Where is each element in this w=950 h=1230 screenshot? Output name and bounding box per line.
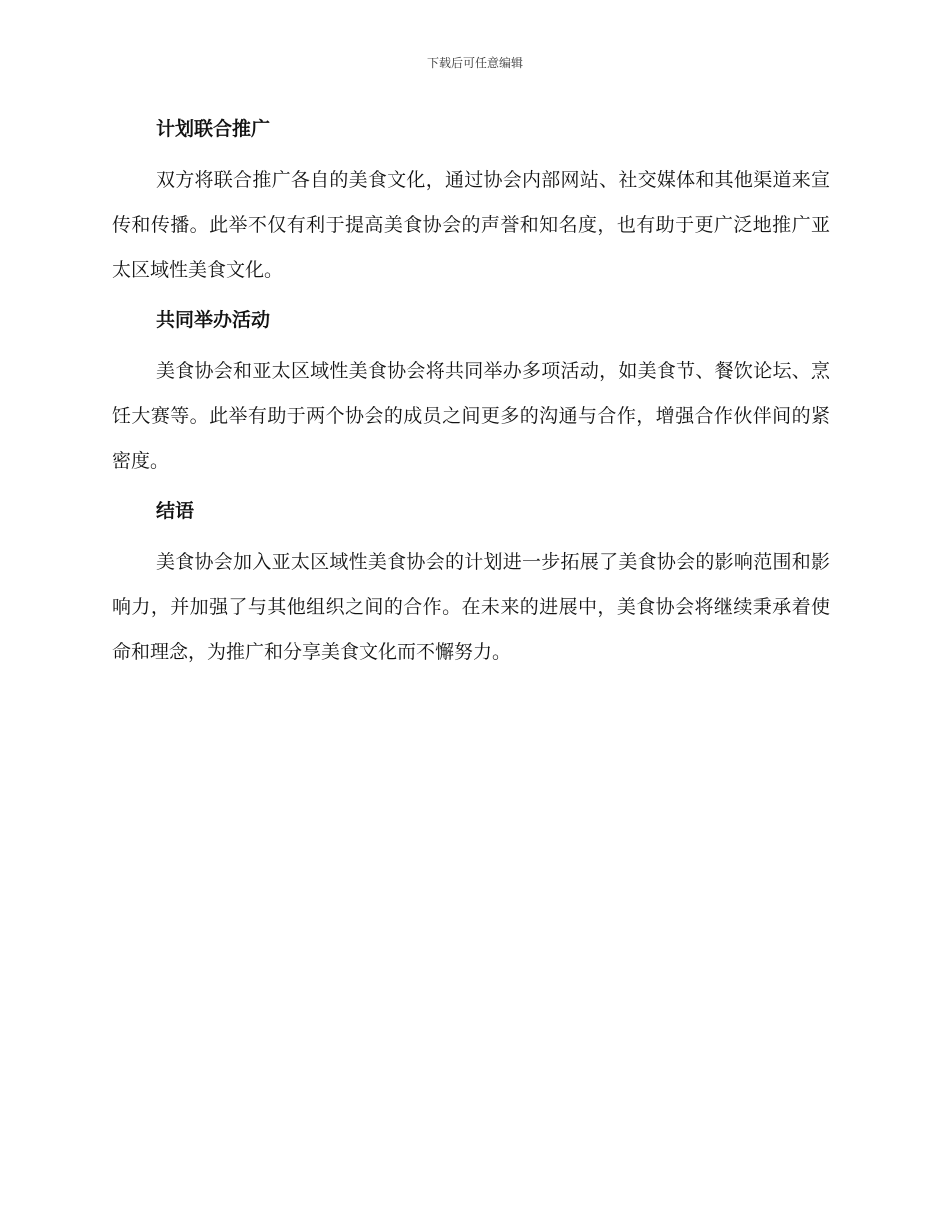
section-title: 共同举办活动 <box>156 309 271 331</box>
section-title: 结语 <box>156 500 195 522</box>
page-header: 下载后可任意编辑 <box>426 56 523 70</box>
section-joint-events <box>112 303 830 484</box>
section-paragraph: 美食协会加入亚太区域性美食协会的计划进一步拓展了美食协会的影响范围和影响力，并加强了与其他组织之间的合作。在未来的进展中，美食协会将继续秉承着使命和理念，为推广和分享美食文化而不懈努力。 <box>112 551 830 663</box>
document-body <box>112 112 830 685</box>
section-paragraph: 双方将联合推广各自的美食文化，通过协会内部网站、社交媒体和其他渠道来宣传和传播。此举不仅有利于提高美食协会的声誉和知名度，也有助于更广泛地推广亚太区域性美食文化。 <box>112 169 830 281</box>
section-paragraph: 美食协会和亚太区域性美食协会将共同举办多项活动，如美食节、餐饮论坛、烹饪大赛等。此举有助于两个协会的成员之间更多的沟通与合作，增强合作伙伴间的紧密度。 <box>112 360 830 472</box>
section-joint-promotion <box>112 112 830 293</box>
section-conclusion <box>112 494 830 675</box>
section-title: 计划联合推广 <box>156 118 271 140</box>
